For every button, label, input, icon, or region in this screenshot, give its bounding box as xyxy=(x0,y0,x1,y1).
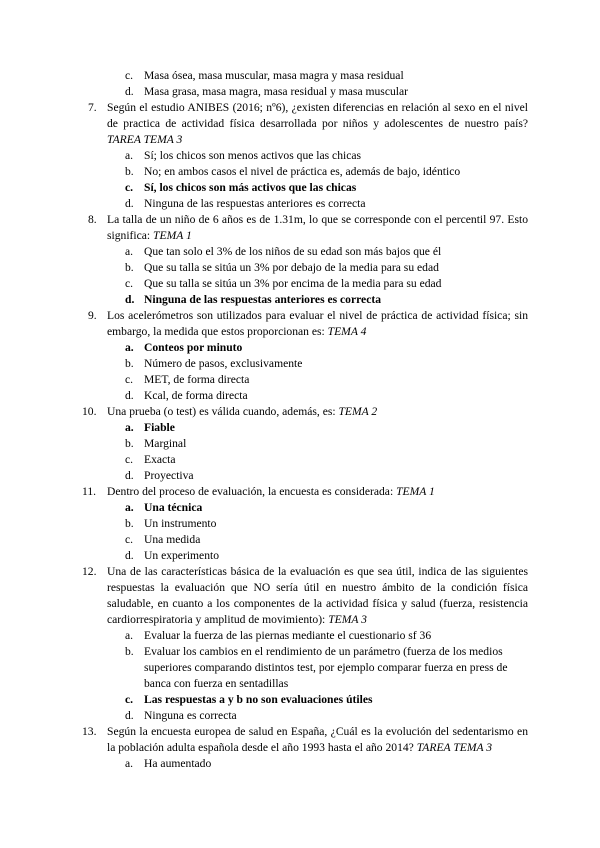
option-letter: b. xyxy=(125,645,134,658)
option-letter: c. xyxy=(125,277,134,290)
option-text: Ninguna de las respuestas anteriores es correcta xyxy=(144,197,366,210)
answer-option xyxy=(0,260,600,276)
option-text: Masa grasa, masa magra, masa residual y masa muscular xyxy=(144,85,408,98)
question-block xyxy=(0,564,600,724)
option-letter: d. xyxy=(125,389,134,402)
question-number: 11. xyxy=(82,485,97,498)
answer-options xyxy=(0,756,600,772)
option-text: Que su talla se sitúa un 3% por debajo de la media para su edad xyxy=(144,261,439,274)
question-text: Una de las características básica de la evaluación es que sea útil, indica de las siguientes respuestas la evaluación que NO sería útil en nuestro ámbito de la condición física saludable, en cuanto a los componentes de la actividad física y salud (fuerza, resistencia cardiorrespiratoria y amplitud de movimiento): xyxy=(107,565,528,626)
answer-option xyxy=(0,468,600,484)
question-block xyxy=(0,212,600,308)
topic-reference: TEMA 1 xyxy=(153,229,192,242)
answer-option xyxy=(0,164,600,180)
topic-reference: TEMA 4 xyxy=(327,325,367,338)
option-letter: c. xyxy=(125,693,134,706)
option-text: Proyectiva xyxy=(144,469,194,482)
question-block xyxy=(0,100,600,212)
option-text: Kcal, de forma directa xyxy=(144,389,248,402)
question-number: 8. xyxy=(88,213,97,226)
option-letter: c. xyxy=(125,69,134,82)
option-letter: d. xyxy=(125,85,134,98)
answer-option xyxy=(0,532,600,548)
answer-option xyxy=(0,756,600,772)
option-letter: c. xyxy=(125,373,134,386)
answer-option xyxy=(0,692,600,708)
option-letter: a. xyxy=(125,421,134,434)
option-letter: c. xyxy=(125,453,134,466)
option-letter: d. xyxy=(125,709,134,722)
question-stem xyxy=(0,564,600,628)
option-text: Ha aumentado xyxy=(144,757,212,770)
answer-option xyxy=(0,340,600,356)
question-block xyxy=(0,308,600,404)
document-content xyxy=(0,68,600,772)
answer-option xyxy=(0,84,600,100)
question-stem xyxy=(0,484,600,500)
option-letter: b. xyxy=(125,261,134,274)
option-letter: a. xyxy=(125,341,134,354)
question-number: 13. xyxy=(82,725,97,738)
option-text: Sí; los chicos son menos activos que las chicas xyxy=(144,149,362,162)
option-letter: a. xyxy=(125,501,134,514)
answer-options xyxy=(0,148,600,212)
answer-option xyxy=(0,628,600,644)
answer-option xyxy=(0,420,600,436)
answer-option xyxy=(0,708,600,724)
answer-option xyxy=(0,372,600,388)
question-text: La talla de un niño de 6 años es de 1.31m, lo que se corresponde con el percentil 97. Esto significa: xyxy=(107,213,528,242)
question-number: 10. xyxy=(82,405,97,418)
option-letter: d. xyxy=(125,293,135,306)
question-text: Según la encuesta europea de salud en España, ¿Cuál es la evolución del sedentarismo en la población adulta española desde el año 1993 hasta el año 2014? xyxy=(107,725,528,754)
question-text: Dentro del proceso de evaluación, la encuesta es considerada: xyxy=(107,485,397,498)
option-text: MET, de forma directa xyxy=(144,373,250,386)
answer-option xyxy=(0,500,600,516)
answer-option xyxy=(0,548,600,564)
answer-option xyxy=(0,276,600,292)
question-block xyxy=(0,404,600,484)
option-text: Ninguna de las respuestas anteriores es correcta xyxy=(144,293,382,306)
answer-option xyxy=(0,388,600,404)
option-text: Fiable xyxy=(144,421,175,434)
answer-options xyxy=(0,244,600,308)
option-text: Evaluar la fuerza de las piernas mediante el cuestionario sf 36 xyxy=(144,629,432,642)
option-text: No; en ambos casos el nivel de práctica es, además de bajo, idéntico xyxy=(144,165,461,178)
question-stem xyxy=(0,308,600,340)
answer-option xyxy=(0,292,600,308)
option-letter: c. xyxy=(125,533,134,546)
option-letter: c. xyxy=(125,181,134,194)
question-number: 9. xyxy=(88,309,97,322)
question-block xyxy=(0,484,600,564)
option-letter: b. xyxy=(125,437,134,450)
option-text: Una técnica xyxy=(144,501,203,514)
topic-reference: TEMA 3 xyxy=(328,613,367,626)
answer-options xyxy=(0,340,600,404)
option-text: Un experimento xyxy=(144,549,220,562)
option-text: Número de pasos, exclusivamente xyxy=(144,357,303,370)
topic-reference: TAREA TEMA 3 xyxy=(416,741,493,754)
question-text: Los acelerómetros son utilizados para evaluar el nivel de práctica de actividad física; sin embargo, la medida que estos proporcionan es: xyxy=(107,309,528,338)
answer-option xyxy=(0,356,600,372)
option-letter: d. xyxy=(125,197,134,210)
answer-options xyxy=(0,420,600,484)
option-text: Evaluar los cambios en el rendimiento de un parámetro (fuerza de los medios superiores comparando distintos test, por ejemplo comparar fuerza en press de banca con fuerza en sentadillas xyxy=(144,645,508,690)
answer-option xyxy=(0,68,600,84)
question-text: Según el estudio ANIBES (2016; nº6), ¿existen diferencias en relación al sexo en el nivel de practica de actividad física desarrollada por niños y adolescentes de nuestro país? xyxy=(107,101,528,130)
topic-reference: TEMA 2 xyxy=(338,405,378,418)
option-text: Las respuestas a y b no son evaluaciones útiles xyxy=(144,693,373,706)
option-text: Exacta xyxy=(144,453,176,466)
option-letter: a. xyxy=(125,149,134,162)
answer-option xyxy=(0,436,600,452)
option-text: Masa ósea, masa muscular, masa magra y masa residual xyxy=(144,69,404,82)
option-text: Que su talla se sitúa un 3% por encima de la media para su edad xyxy=(144,277,442,290)
option-letter: d. xyxy=(125,549,134,562)
question-stem xyxy=(0,404,600,420)
question-text: Una prueba (o test) es válida cuando, además, es: xyxy=(107,405,339,418)
question-list xyxy=(0,100,600,772)
option-letter: b. xyxy=(125,165,134,178)
option-letter: d. xyxy=(125,469,134,482)
answer-option xyxy=(0,452,600,468)
answer-option xyxy=(0,180,600,196)
answer-options xyxy=(0,500,600,564)
answer-option xyxy=(0,244,600,260)
option-text: Un instrumento xyxy=(144,517,217,530)
question-stem xyxy=(0,212,600,244)
answer-option xyxy=(0,148,600,164)
option-text: Conteos por minuto xyxy=(144,341,243,354)
option-letter: a. xyxy=(125,757,134,770)
option-text: Marginal xyxy=(144,437,187,450)
question-block xyxy=(0,724,600,772)
option-text: Una medida xyxy=(144,533,201,546)
question-number: 7. xyxy=(88,101,97,114)
question-number: 12. xyxy=(82,565,97,578)
question-stem xyxy=(0,724,600,756)
question-stem xyxy=(0,100,600,148)
option-text: Sí, los chicos son más activos que las chicas xyxy=(144,181,357,194)
answer-option xyxy=(0,644,600,692)
option-letter: b. xyxy=(125,517,134,530)
option-text: Que tan solo el 3% de los niños de su edad son más bajos que él xyxy=(144,245,442,258)
topic-reference: TEMA 1 xyxy=(396,485,435,498)
option-letter: a. xyxy=(125,629,134,642)
answer-option xyxy=(0,196,600,212)
answer-option xyxy=(0,516,600,532)
topic-reference: TAREA TEMA 3 xyxy=(107,133,183,146)
answer-options xyxy=(0,628,600,724)
option-letter: b. xyxy=(125,357,134,370)
option-letter: a. xyxy=(125,245,134,258)
option-text: Ninguna es correcta xyxy=(144,709,237,722)
lead-options xyxy=(0,68,600,100)
